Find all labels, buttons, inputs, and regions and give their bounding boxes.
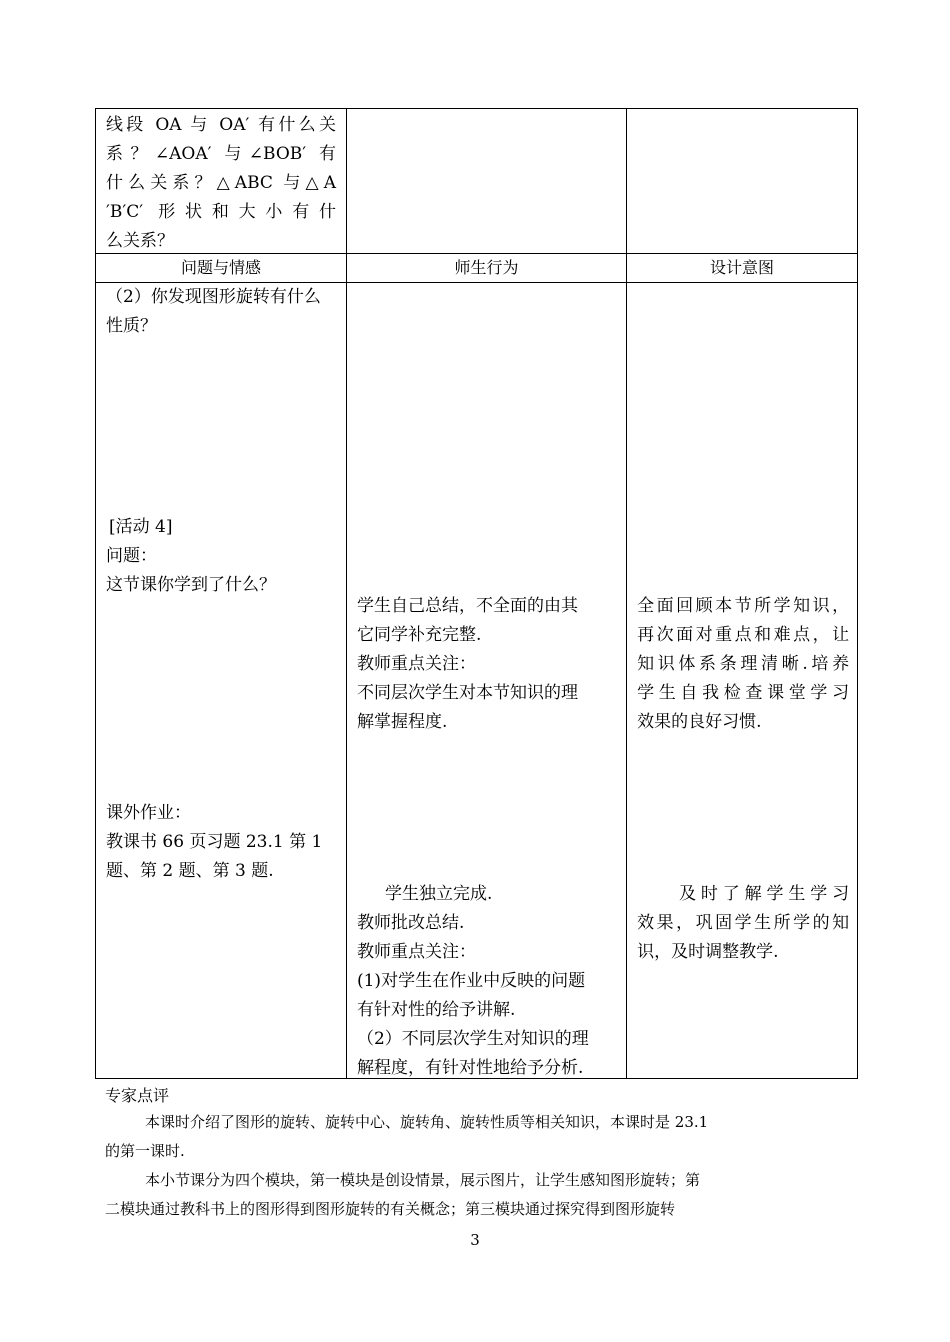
- cell-actions: [346, 283, 626, 1079]
- text-line: 线段 OA 与 OA′ 有什么关: [106, 115, 336, 135]
- text-line: 学生自我检查课堂学习: [637, 683, 850, 703]
- expert-review-title: 专家点评: [105, 1086, 170, 1105]
- cell-question-continued: [96, 109, 347, 254]
- text-line: 二模块通过教科书上的图形得到图形旋转的有关概念；第三模块通过探究得到图形旋转: [105, 1200, 676, 1218]
- text-line: 性质？: [106, 316, 157, 336]
- text-line: 效果，巩固学生所学的知: [637, 913, 850, 933]
- expert-paragraph-1: [105, 1108, 849, 1166]
- text-line: 再次面对重点和难点，让: [637, 625, 850, 645]
- text-line: 有针对性的给予讲解.: [356, 1000, 516, 1020]
- text-line: 问题：: [106, 546, 157, 566]
- text-line: 本小节课分为四个模块，第一模块是创设情景，展示图片，让学生感知图形旋转；第: [145, 1171, 701, 1189]
- text-line: 解程度，有针对性地给予分析.: [356, 1058, 584, 1078]
- text-line: 教师重点关注：: [356, 654, 476, 674]
- text-line: 什么关系？△ABC 与△A: [106, 173, 336, 193]
- text-line: 全面回顾本节所学知识，: [637, 596, 850, 616]
- text-line: ′B′C′ 形状和大小有什: [106, 202, 336, 222]
- text-line: （2）不同层次学生对知识的理: [356, 1029, 589, 1049]
- cell-questions: [96, 283, 347, 1079]
- text-line: 识，及时调整教学.: [637, 942, 779, 962]
- text-line: 系？∠AOA′ 与∠BOB′ 有: [106, 144, 336, 164]
- table-row: [96, 283, 858, 1079]
- table-row: [96, 109, 858, 254]
- text-line: 及时了解学生学习: [679, 884, 850, 904]
- text-line: （2）你发现图形旋转有什么: [106, 287, 321, 307]
- table-header-row: [96, 254, 858, 283]
- text-line: 么关系？: [106, 231, 174, 251]
- text-line: (1)对学生在作业中反映的问题: [356, 971, 586, 991]
- header-actions: 师生行为: [346, 254, 626, 283]
- text-line: 这节课你学到了什么？: [106, 575, 276, 595]
- text-line: 它同学补充完整.: [356, 625, 482, 645]
- text-line: 知识体系条理清晰.培养: [637, 654, 850, 674]
- text-line: 教师重点关注：: [356, 942, 476, 962]
- text-line: 的第一课时.: [105, 1142, 185, 1160]
- lesson-table: [95, 108, 858, 1079]
- cell-empty: [627, 109, 858, 254]
- cell-empty: [346, 109, 626, 254]
- text-line: 不同层次学生对本节知识的理: [356, 683, 578, 703]
- header-questions: 问题与情感: [96, 254, 347, 283]
- text-line: 课外作业：: [106, 803, 191, 823]
- page-number: 3: [470, 1231, 480, 1249]
- expert-paragraph-2: [105, 1166, 849, 1224]
- text-line: 效果的良好习惯.: [637, 712, 762, 732]
- text-line: 教课书 66 页习题 23.1 第 1: [106, 832, 323, 852]
- text-line: 教师批改总结.: [356, 913, 465, 933]
- text-line: 解掌握程度.: [356, 712, 448, 732]
- text-line: 本课时介绍了图形的旋转、旋转中心、旋转角、旋转性质等相关知识，本课时是 23.1: [145, 1113, 709, 1131]
- cell-intent: [627, 283, 858, 1079]
- text-line: 题、第 2 题、第 3 题.: [106, 861, 274, 881]
- activity-label: [活动 4]: [109, 517, 173, 537]
- text-line: 学生自己总结，不全面的由其: [356, 596, 578, 616]
- text-line: 学生独立完成.: [384, 884, 493, 904]
- header-intent: 设计意图: [627, 254, 858, 283]
